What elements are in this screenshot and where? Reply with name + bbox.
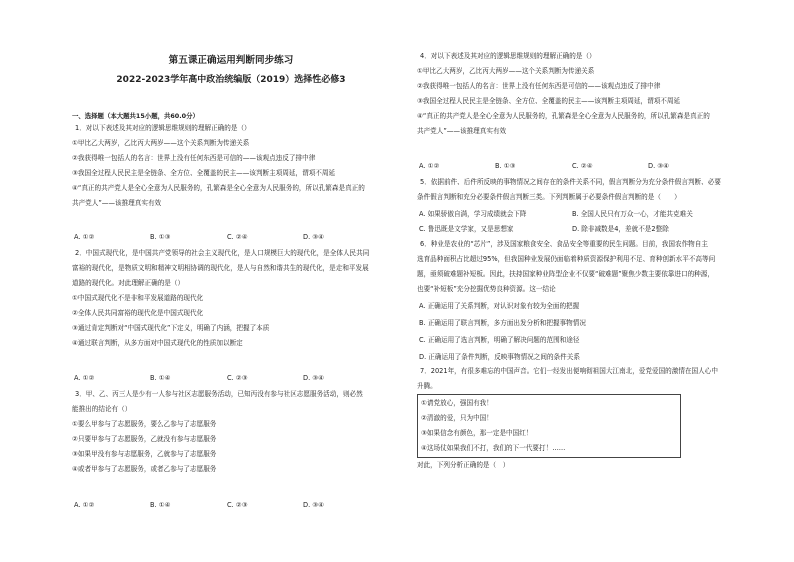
quote-line: ③如果信念有颜色，那一定是中国红！ [421, 429, 533, 437]
question-2-stem: 富裕的现代化，是物质文明和精神文明相协调的现代化，是人与自然和谐共生的现代化，是走和平发展 [72, 264, 369, 272]
question-4-item: ②我获得唯一包括人的名言：世界上没有任何东西是可信的——该观点违反了排中律 [417, 82, 661, 90]
option-b[interactable]: B. ①④ [150, 501, 171, 509]
quote-box [417, 394, 681, 458]
option-a[interactable]: A. ①② [74, 501, 95, 509]
option-c[interactable]: C. ②④ [227, 233, 248, 241]
question-4-item: ①甲比乙大两岁，乙比丙大两岁——这个关系判断为传递关系 [417, 67, 595, 75]
question-1-item: ③我国全过程人民民主是全链条、全方位、全覆盖的民主——该判断主项周延，谓项不周延 [72, 169, 336, 177]
question-2-item: ③通过肯定判断对“中国式现代化”下定义，明确了内涵，把握了本质 [72, 324, 270, 332]
option-b[interactable]: B. ①④ [150, 374, 171, 382]
question-1-stem: 1．对以下表述及其对应的逻辑思维规则的理解正确的是（） [75, 124, 251, 132]
option-a[interactable]: A. ①② [419, 162, 440, 170]
option-b[interactable]: B. 正确运用了联言判断，多方面出发分析和把握事物情况 [419, 319, 586, 327]
question-7-stem: 升腾。 [417, 382, 437, 390]
question-7-stem: 7．2021年，有很多难忘的中国声音。它们一经发出便响彻祖国大江南北，爱党爱国的激情在国人心中 [420, 367, 718, 375]
section-heading: 一、选择题（本大题共15小题，共60.0分） [72, 112, 199, 120]
question-6-stem: 也要“补短板”充分挖掘优势良种资源。这一结论 [417, 285, 556, 293]
question-1-options [72, 233, 390, 241]
question-7-ask: 对此，下列分析正确的是（ ） [417, 461, 510, 469]
option-d[interactable]: D. ③④ [303, 374, 325, 382]
question-1-item: 共产党人”——该推理真实有效 [72, 199, 162, 207]
quote-line: ④这场仗如果我们不打，我们的下一代要打！…… [421, 444, 566, 452]
option-c[interactable]: C. 正确运用了选言判断，明确了解决问题的范围和途径 [419, 336, 580, 344]
option-b[interactable]: B. ①③ [495, 162, 516, 170]
question-4-item: 共产党人”——该推理真实有效 [417, 127, 507, 135]
question-6-stem: 选育品种面积占比超过95%，但我国种业发展仍面临着种质资源保护利用不足、育种创新水平不高等问 [417, 255, 716, 263]
question-4-item: ③我国全过程人民民主是全链条、全方位、全覆盖的民主——该判断主项周延，谓项不周延 [417, 97, 681, 105]
option-a[interactable]: A. ①② [74, 374, 95, 382]
option-c[interactable]: C. ②④ [572, 162, 593, 170]
option-d[interactable]: D. 正确运用了条件判断，反映事物情况之间的条件关系 [419, 353, 580, 361]
question-5-stem: 5．依据前件、后件所反映的事物情况之间存在的条件关系不同，假言判断分为充分条件假言判断、必要 [420, 178, 721, 186]
question-3-stem: 能推出的结论有（） [72, 405, 132, 413]
question-1-item: ①甲比乙大两岁，乙比丙大两岁——这个关系判断为传递关系 [72, 139, 250, 147]
option-c[interactable]: C. ②③ [227, 501, 248, 509]
question-5-options-row [417, 210, 735, 218]
question-3-options [72, 501, 390, 509]
question-2-options [72, 374, 390, 382]
question-3-item: ①要么甲参与了志愿服务，要么乙参与了志愿服务 [72, 420, 217, 428]
question-2-stem: 道路的现代化。对此理解正确的是（） [72, 279, 185, 287]
question-2-item: ①中国式现代化不是非和平发展道路的现代化 [72, 294, 204, 302]
question-3-item: ③如果甲没有参与志愿服务，乙就参与了志愿服务 [72, 450, 217, 458]
question-3-stem: 3．甲、乙、丙三人是少有一人参与社区志愿服务活动，已知丙没有参与社区志愿服务活动，则必然 [75, 390, 363, 398]
question-3-item: ④或者甲参与了志愿服务，或者乙参与了志愿服务 [72, 465, 217, 473]
option-d[interactable]: D. 除非减数是4，差就不是2整除 [572, 225, 669, 233]
option-d[interactable]: D. ③④ [303, 501, 325, 509]
question-4-item: ④“真正的共产党人是全心全意为人民服务的，孔繁森是全心全意为人民服务的，所以孔繁森是真正的 [417, 112, 710, 120]
option-a[interactable]: A. 正确运用了关系判断，对认识对象有较为全面的把握 [419, 302, 580, 310]
question-3-item: ②只要甲参与了志愿服务，乙就没有参与志愿服务 [72, 435, 217, 443]
option-d[interactable]: D. ③④ [303, 233, 325, 241]
worksheet-title: 第五课正确运用判断同步练习 [168, 55, 294, 66]
quote-line: ①请党放心，强国有我！ [421, 399, 493, 407]
question-6-stem: 6．种业是农业的“芯片”，涉及国家粮食安全、食品安全等重要的民生问题。目前，我国农作物自主 [420, 240, 708, 248]
question-5-stem: 条件假言判断和充分必要条件假言判断三类。下列判断属于必要条件假言判断的是（ ） [417, 193, 681, 201]
option-b[interactable]: B. ①③ [150, 233, 171, 241]
option-c[interactable]: C. ②③ [227, 374, 248, 382]
option-c[interactable]: C. 鲁迅既是文学家，又是思想家 [419, 225, 514, 233]
worksheet-subtitle: 2022-2023学年高中政治统编版（2019）选择性必修3 [116, 75, 346, 85]
question-1-item: ④“真正的共产党人是全心全意为人民服务的，孔繁森是全心全意为人民服务的，所以孔繁森是真正的 [72, 184, 365, 192]
option-d[interactable]: D. ③④ [648, 162, 670, 170]
question-4-options [417, 162, 735, 170]
question-1-item: ②我获得唯一包括人的名言：世界上没有任何东西是可信的——该观点违反了排中律 [72, 154, 316, 162]
option-b[interactable]: B. 全国人民只有万众一心，才能共克难关 [572, 210, 693, 218]
option-a[interactable]: A. 如果骄傲自满，学习成绩就会下降 [419, 210, 527, 218]
question-2-item: ②全体人民共同富裕的现代化是中国式现代化 [72, 309, 204, 317]
question-5-options-row [417, 225, 735, 233]
option-a[interactable]: A. ①② [74, 233, 95, 241]
question-4-stem: 4．对以下表述及其对应的逻辑思维规则的理解正确的是（） [420, 52, 596, 60]
question-6-stem: 题，亟须破难题补短板。因此，扶持国家种业阵型企业不仅要“破难题”聚焦少数主要依靠进口的种源， [417, 270, 714, 278]
quote-line: ②清澈的爱，只为中国！ [421, 414, 493, 422]
question-2-stem: 2．中国式现代化，是中国共产党领导的社会主义现代化，是人口规模巨大的现代化，是全体人民共同 [75, 249, 370, 257]
question-2-item: ④通过联言判断，从多方面对中国式现代化的性质加以断定 [72, 339, 243, 347]
